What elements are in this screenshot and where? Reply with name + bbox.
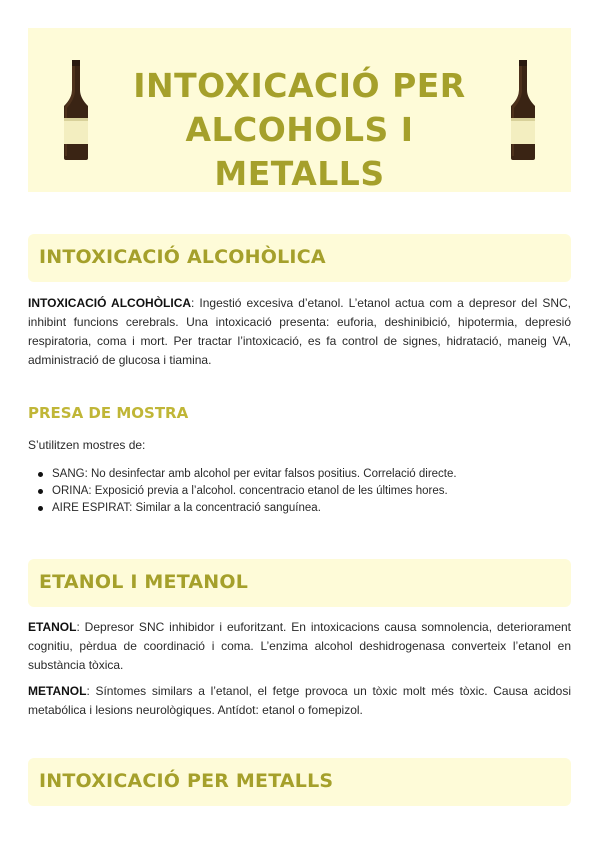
section-heading <box>28 234 571 282</box>
section-heading-text: INTOXICACIÓ ALCOHÒLICA <box>39 246 326 268</box>
list-item: ORINA: Exposició previa a l’alcohol. concentracio etanol de les últimes hores. <box>52 483 572 500</box>
list-item: AIRE ESPIRAT: Similar a la concentració sanguínea. <box>52 500 572 517</box>
subheading: PRESA DE MOSTRA <box>28 404 189 422</box>
paragraph: S’utilitzen mostres de: <box>28 438 146 452</box>
page-title: INTOXICACIÓ PER ALCOHOLS I METALLS <box>133 66 466 193</box>
paragraph <box>28 682 571 720</box>
title-banner <box>28 28 571 192</box>
wine-bottle-icon <box>62 60 90 160</box>
term: ETANOL <box>28 620 77 634</box>
section-heading-text: ETANOL I METANOL <box>39 571 249 593</box>
paragraph-text: : Ingestió excesiva d’etanol. L’etanol actua com a depresor del SNC, inhibint funcions cerebrals. Una intoxicació presenta: euforia, deshinibició, hipotermia, depresió respiratoria, coma i mort. Per tractar l’intoxicació, es fa control de signes, hidratació, maneig VA, administració de glucosa i tiamina. <box>28 296 571 367</box>
wine-bottle-icon <box>509 60 537 160</box>
term: METANOL <box>28 684 87 698</box>
section-heading <box>28 758 571 806</box>
section-heading <box>28 559 571 607</box>
section-heading-text: INTOXICACIÓ PER METALLS <box>39 770 334 792</box>
paragraph <box>28 618 571 675</box>
bullet-list <box>52 466 572 517</box>
paragraph-text: : Depresor SNC inhibidor i euforitzant. En intoxicacions causa somnolencia, deteriorament cognitiu, pèrdua de coordinació i coma. L’enzima alcohol deshidrogenasa converteix l’etanol en substància tòxica. <box>28 620 571 672</box>
list-item: SANG: No desinfectar amb alcohol per evitar falsos positius. Correlació directe. <box>52 466 572 483</box>
term: INTOXICACIÓ ALCOHÒLICA <box>28 296 192 310</box>
paragraph <box>28 294 571 370</box>
paragraph-text: : Síntomes similars a l’etanol, el fetge provoca un tòxic molt més tòxic. Causa acidosi metabólica i lesions neurològiques. Antídot: etanol o fomepizol. <box>28 684 571 717</box>
